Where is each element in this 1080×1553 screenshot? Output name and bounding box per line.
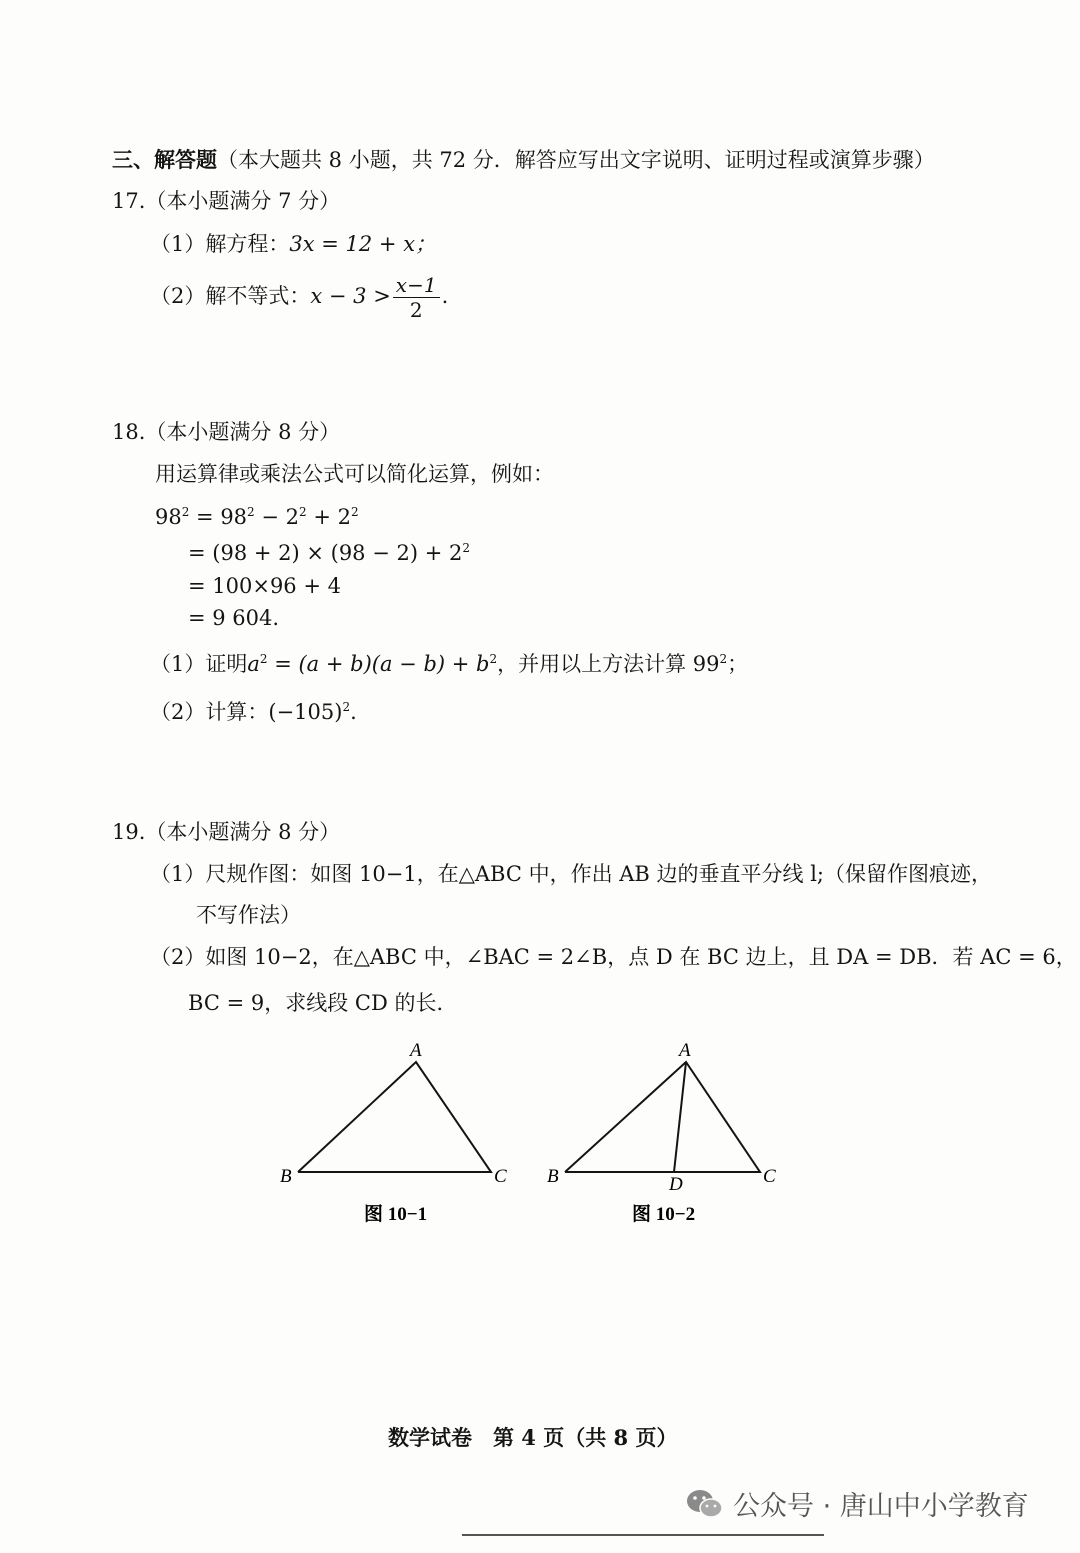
q17-part1-expr: 3x = 12 + x； [289, 232, 437, 256]
fig2-label-b: B [547, 1166, 559, 1187]
watermark [685, 1484, 1029, 1523]
bottom-rule [462, 1534, 824, 1536]
page-footer: 数学试卷 第 4 页（共 8 页） [388, 1425, 678, 1450]
q19-score: （本小题满分 8 分） [145, 820, 341, 844]
q17-part2-lhs: x − 3 > [310, 284, 391, 308]
q18-number: 18. [112, 420, 146, 444]
q18-intro: 用运算律或乘法公式可以简化运算，例如： [155, 462, 554, 486]
wechat-icon [685, 1487, 725, 1521]
q18-step2: = $(98 + 2) \times (98 - 2) + 2^2$ [188, 541, 470, 565]
figure-10-2 [565, 1062, 760, 1172]
q19-part1-line1: （1）尺规作图：如图 10−1，在△ABC 中，作出 AB 边的垂直平分线 l;（保留作图痕迹， [150, 862, 993, 886]
q19-part2-line1: （2）如图 10−2，在△ABC 中，∠BAC = 2∠B，点 D 在 BC 边上，且 DA = DB．若 AC = 6， [150, 945, 1077, 969]
q18-part1: （1）证明$a^2 = (a + b)(a - b) + b^2$，并用以上方法计算 $99^2$； [150, 652, 749, 676]
fig2-label-a: A [679, 1040, 691, 1061]
q18-step1: $98^2 = 98^2 - 2^2 + 2^2$ [155, 505, 359, 529]
q19-part1-line2: 不写作法） [196, 903, 301, 927]
section-label: 三、 [112, 147, 154, 172]
fraction-numerator: x−1 [393, 273, 440, 298]
triangle-abc-2 [565, 1062, 760, 1172]
q19-header [112, 817, 340, 847]
q18-step4: = 9 604. [188, 606, 280, 630]
q17-part2-end: . [441, 284, 449, 308]
q17-part2 [150, 273, 448, 322]
fig1-label-b: B [280, 1166, 292, 1187]
fig1-label-a: A [410, 1040, 422, 1061]
q17-score: （本小题满分 7 分） [145, 189, 341, 213]
q18-part2: （2）计算：$(-105)^2$. [150, 700, 357, 724]
q17-number: 17. [112, 189, 146, 213]
figure-10-1 [298, 1062, 491, 1172]
q17-part1-label: （1）解方程： [150, 232, 290, 256]
q17-part2-label: （2）解不等式： [150, 284, 311, 308]
triangle-abc-1 [298, 1062, 491, 1172]
section-title: 解答题 [154, 147, 217, 172]
q19-part2-line2: BC = 9，求线段 CD 的长． [188, 991, 458, 1015]
fig2-label-d: D [669, 1174, 683, 1195]
segment-ad [674, 1062, 686, 1172]
fraction-denominator: 2 [409, 298, 423, 322]
q17-part1 [150, 229, 436, 259]
geometry-figures [0, 1030, 1080, 1240]
fig2-caption: 图 10−2 [632, 1204, 696, 1225]
section-heading [112, 145, 935, 175]
q18-score: （本小题满分 8 分） [145, 420, 341, 444]
fig2-label-c: C [763, 1166, 776, 1187]
q17-header [112, 186, 340, 216]
q19-number: 19. [112, 820, 146, 844]
q18-header [112, 417, 340, 447]
watermark-text: 公众号 · 唐山中小学教育 [733, 1491, 1029, 1522]
fig1-label-c: C [494, 1166, 507, 1187]
section-desc: （本大题共 8 小题，共 72 分．解答应写出文字说明、证明过程或演算步骤） [217, 148, 935, 172]
q18-step3: = 100×96 + 4 [188, 574, 341, 598]
fig1-caption: 图 10−1 [364, 1204, 428, 1225]
q17-fraction [393, 273, 440, 322]
